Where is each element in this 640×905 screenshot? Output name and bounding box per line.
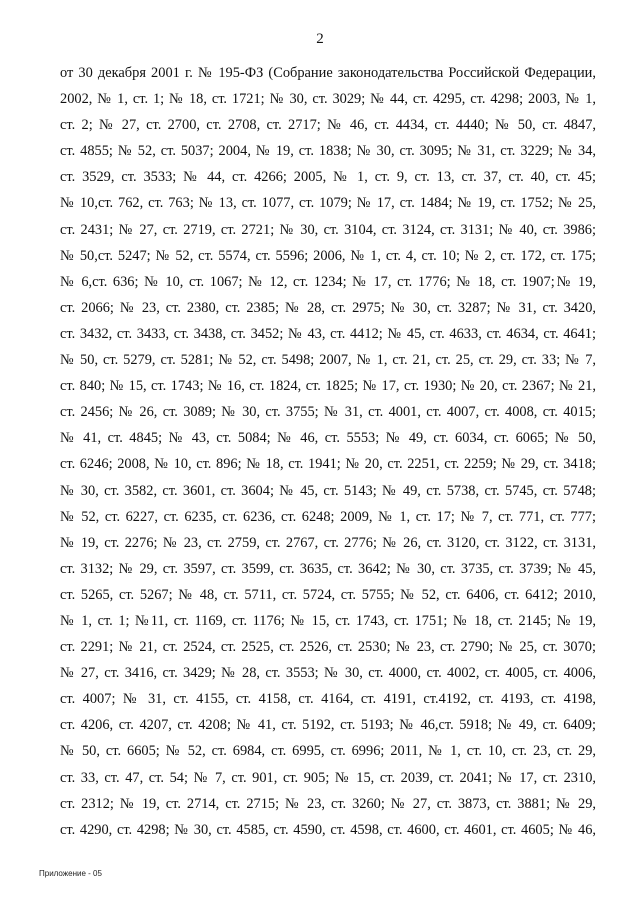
text-line: № 10,ст. 762, ст. 763; № 13, ст. 1077, ст. 1079; № 17, ст. 1484; № 19, ст. 1752; № 25, xyxy=(60,195,596,212)
text-line: № 52, ст. 6227, ст. 6235, ст. 6236, ст. 6248; 2009, № 1, ст. 17; № 7, ст. 771, ст. 777; xyxy=(60,508,596,525)
text-line: № 50, ст. 5279, ст. 5281; № 52, ст. 5498; 2007, № 1, ст. 21, ст. 25, ст. 29, ст. 33; № 7, xyxy=(60,352,596,369)
text-line: от 30 декабря 2001 г. № 195-ФЗ (Собрание законодательства Российской Федерации, xyxy=(60,65,596,81)
text-line: № 19, ст. 2276; № 23, ст. 2759, ст. 2767, ст. 2776; № 26, ст. 3120, ст. 3122, ст. 3131, xyxy=(60,534,596,551)
text-line: ст. 5265, ст. 5267; № 48, ст. 5711, ст. 5724, ст. 5755; № 52, ст. 6406, ст. 6412; 2010, xyxy=(60,586,596,603)
text-line: ст. 3132; № 29, ст. 3597, ст. 3599, ст. 3635, ст. 3642; № 30, ст. 3735, ст. 3739; № 45, xyxy=(60,560,596,577)
text-line: № 30, ст. 3582, ст. 3601, ст. 3604; № 45, ст. 5143; № 49, ст. 5738, ст. 5745, ст. 5748; xyxy=(60,482,596,499)
text-line: ст. 4206, ст. 4207, ст. 4208; № 41, ст. 5192, ст. 5193; № 46,ст. 5918; № 49, ст. 6409; xyxy=(60,717,596,734)
page-footer: Приложение - 05 xyxy=(39,869,102,878)
text-line: ст. 2291; № 21, ст. 2524, ст. 2525, ст. 2526, ст. 2530; № 23, ст. 2790; № 25, ст. 3070; xyxy=(60,639,596,656)
text-line: ст. 2; № 27, ст. 2700, ст. 2708, ст. 2717; № 46, ст. 4434, ст. 4440; № 50, ст. 4847, xyxy=(60,117,596,134)
text-line: ст. 4007; № 31, ст. 4155, ст. 4158, ст. 4164, ст. 4191, ст.4192, ст. 4193, ст. 4198, xyxy=(60,691,596,708)
text-line: ст. 4855; № 52, ст. 5037; 2004, № 19, ст. 1838; № 30, ст. 3095; № 31, ст. 3229; № 34, xyxy=(60,143,596,160)
text-line: ст. 6246; 2008, № 10, ст. 896; № 18, ст. 1941; № 20, ст. 2251, ст. 2259; № 29, ст. 3418; xyxy=(60,456,596,473)
text-line: № 41, ст. 4845; № 43, ст. 5084; № 46, ст. 5553; № 49, ст. 6034, ст. 6065; № 50, xyxy=(60,430,596,447)
text-line: ст. 2456; № 26, ст. 3089; № 30, ст. 3755; № 31, ст. 4001, ст. 4007, ст. 4008, ст. 4015; xyxy=(60,404,596,421)
text-line: ст. 2312; № 19, ст. 2714, ст. 2715; № 23, ст. 3260; № 27, ст. 3873, ст. 3881; № 29, xyxy=(60,795,596,812)
text-line: № 50, ст. 6605; № 52, ст. 6984, ст. 6995, ст. 6996; 2011, № 1, ст. 10, ст. 23, ст. 29, xyxy=(60,743,596,760)
text-line: № 6,ст. 636; № 10, ст. 1067; № 12, ст. 1234; № 17, ст. 1776; № 18, ст. 1907;№ 19, xyxy=(60,273,596,290)
text-line: № 27, ст. 3416, ст. 3429; № 28, ст. 3553; № 30, ст. 4000, ст. 4002, ст. 4005, ст. 4006, xyxy=(60,665,596,682)
text-line: ст. 4290, ст. 4298; № 30, ст. 4585, ст. 4590, ст. 4598, ст. 4600, ст. 4601, ст. 4605; № 46, xyxy=(60,821,596,838)
text-line: ст. 33, ст. 47, ст. 54; № 7, ст. 901, ст. 905; № 15, ст. 2039, ст. 2041; № 17, ст. 2310, xyxy=(60,769,596,786)
text-line: ст. 2431; № 27, ст. 2719, ст. 2721; № 30, ст. 3104, ст. 3124, ст. 3131; № 40, ст. 3986; xyxy=(60,221,596,238)
text-line: ст. 2066; № 23, ст. 2380, ст. 2385; № 28, ст. 2975; № 30, ст. 3287; № 31, ст. 3420, xyxy=(60,299,596,316)
text-line: № 1, ст. 1; №11, ст. 1169, ст. 1176; № 15, ст. 1743, ст. 1751; № 18, ст. 2145; № 19, xyxy=(60,612,596,629)
text-line: № 50,ст. 5247; № 52, ст. 5574, ст. 5596; 2006, № 1, ст. 4, ст. 10; № 2, ст. 172, ст. 175; xyxy=(60,247,596,264)
document-body xyxy=(60,60,596,843)
text-line: ст. 3432, ст. 3433, ст. 3438, ст. 3452; № 43, ст. 4412; № 45, ст. 4633, ст. 4634, ст. 4641; xyxy=(60,325,596,342)
text-line: ст. 840; № 15, ст. 1743; № 16, ст. 1824, ст. 1825; № 17, ст. 1930; № 20, ст. 2367; № 21, xyxy=(60,378,596,395)
text-line: 2002, № 1, ст. 1; № 18, ст. 1721; № 30, ст. 3029; № 44, ст. 4295, ст. 4298; 2003, № 1, xyxy=(60,91,596,108)
text-line: ст. 3529, ст. 3533; № 44, ст. 4266; 2005, № 1, ст. 9, ст. 13, ст. 37, ст. 40, ст. 45; xyxy=(60,169,596,186)
page-number: 2 xyxy=(316,31,324,47)
